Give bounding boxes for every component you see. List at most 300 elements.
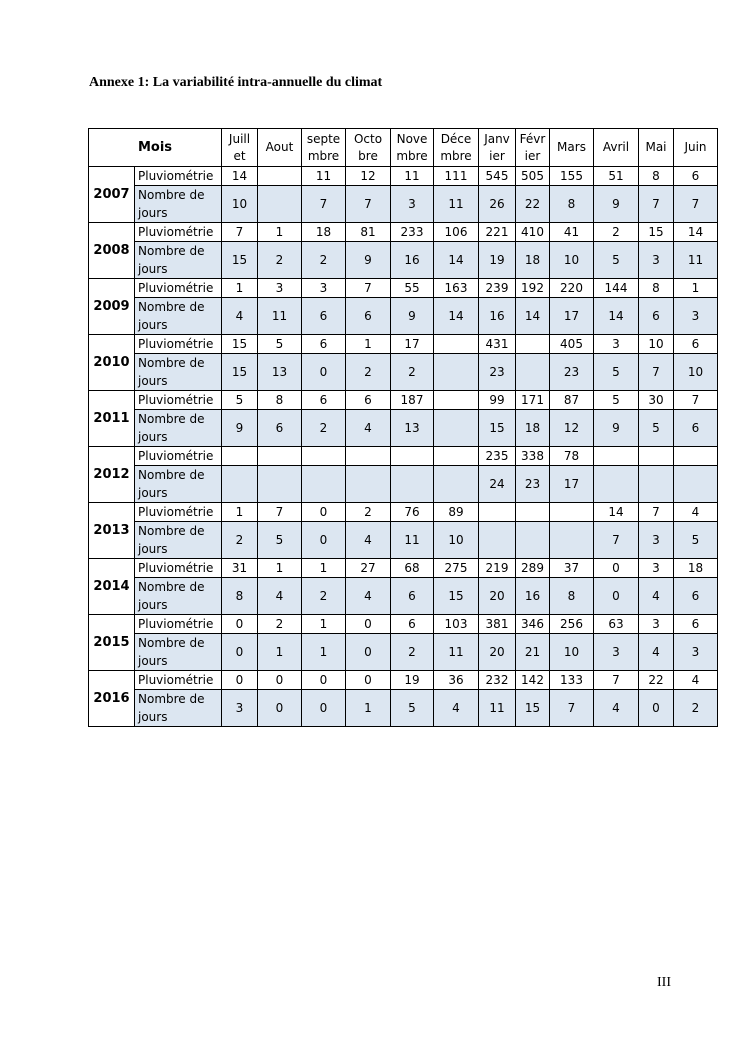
row-label-part: Nombre de <box>138 300 205 314</box>
table-cell <box>594 466 639 503</box>
month-header-part: ier <box>489 148 505 163</box>
table-cell: 2 <box>302 410 346 447</box>
table-cell: 7 <box>550 690 594 727</box>
table-cell: 1 <box>258 559 302 578</box>
table-cell: 219 <box>479 559 516 578</box>
table-cell <box>346 466 391 503</box>
table-cell: 20 <box>479 634 516 671</box>
table-cell: 15 <box>222 354 258 391</box>
table-cell: 7 <box>346 279 391 298</box>
row-label-part: Nombre de <box>138 356 205 370</box>
table-cell: 0 <box>302 503 346 522</box>
table-cell: 8 <box>639 167 674 186</box>
table-cell: 155 <box>550 167 594 186</box>
table-cell: 4 <box>222 298 258 335</box>
table-cell: 2 <box>302 242 346 279</box>
table-cell: 10 <box>674 354 718 391</box>
table-cell: 6 <box>391 615 434 634</box>
table-cell <box>346 447 391 466</box>
table-cell <box>258 167 302 186</box>
table-cell: 5 <box>639 410 674 447</box>
table-row <box>89 167 718 186</box>
month-header <box>674 129 718 167</box>
table-cell: 18 <box>674 559 718 578</box>
table-row <box>89 634 718 671</box>
table-cell: 1 <box>346 690 391 727</box>
table-cell <box>434 466 479 503</box>
row-label-part: jours <box>138 486 168 500</box>
table-cell: 8 <box>550 578 594 615</box>
table-cell: 2 <box>391 634 434 671</box>
table-row <box>89 466 718 503</box>
table-cell: 8 <box>258 391 302 410</box>
table-cell: 11 <box>479 690 516 727</box>
table-row <box>89 671 718 690</box>
year-cell: 2016 <box>89 671 135 727</box>
table-cell <box>391 447 434 466</box>
table-cell: 233 <box>391 223 434 242</box>
month-header-part: septe <box>306 131 341 146</box>
table-cell: 2 <box>258 615 302 634</box>
month-header-part: mbre <box>440 148 472 163</box>
table-cell: 381 <box>479 615 516 634</box>
table-cell: 15 <box>479 410 516 447</box>
table-cell: 1 <box>222 503 258 522</box>
table-cell: 9 <box>391 298 434 335</box>
table-cell: 21 <box>516 634 550 671</box>
table-cell: 9 <box>346 242 391 279</box>
table-cell <box>516 503 550 522</box>
month-header-part: Déce <box>440 131 472 146</box>
table-cell <box>434 410 479 447</box>
table-cell: 10 <box>639 335 674 354</box>
table-cell: 1 <box>258 634 302 671</box>
table-cell: 0 <box>222 671 258 690</box>
table-cell: 6 <box>674 167 718 186</box>
table-cell: 3 <box>639 615 674 634</box>
row-label-jours <box>135 354 222 391</box>
month-header-part: et <box>233 148 246 163</box>
table-cell: 7 <box>639 186 674 223</box>
table-row <box>89 559 718 578</box>
month-header-part: Octo <box>353 131 383 146</box>
table-cell: 1 <box>222 279 258 298</box>
table-cell: 16 <box>516 578 550 615</box>
table-cell: 1 <box>346 335 391 354</box>
month-header-part: Avril <box>602 140 630 154</box>
table-cell: 5 <box>674 522 718 559</box>
table-cell: 99 <box>479 391 516 410</box>
table-cell: 5 <box>391 690 434 727</box>
table-cell: 10 <box>550 242 594 279</box>
table-cell: 187 <box>391 391 434 410</box>
table-cell: 11 <box>674 242 718 279</box>
table-cell: 3 <box>302 279 346 298</box>
month-header-part: Aout <box>265 140 294 154</box>
table-cell: 431 <box>479 335 516 354</box>
table-cell: 8 <box>639 279 674 298</box>
table-cell: 9 <box>594 410 639 447</box>
table-cell: 6 <box>674 615 718 634</box>
table-cell: 37 <box>550 559 594 578</box>
table-cell: 7 <box>222 223 258 242</box>
table-cell: 14 <box>594 298 639 335</box>
month-header <box>258 129 302 167</box>
table-cell <box>516 354 550 391</box>
table-cell: 4 <box>639 578 674 615</box>
table-cell: 7 <box>639 354 674 391</box>
table-cell: 14 <box>434 298 479 335</box>
row-label-pluviometrie: Pluviométrie <box>135 559 222 578</box>
table-cell: 7 <box>639 503 674 522</box>
row-label-part: jours <box>138 206 168 220</box>
table-cell <box>434 391 479 410</box>
table-cell: 235 <box>479 447 516 466</box>
table-cell: 13 <box>391 410 434 447</box>
table-cell: 111 <box>434 167 479 186</box>
row-label-part: Nombre de <box>138 524 205 538</box>
table-cell <box>258 466 302 503</box>
table-cell: 0 <box>594 578 639 615</box>
table-cell: 15 <box>434 578 479 615</box>
table-cell: 4 <box>258 578 302 615</box>
climate-table <box>88 128 718 727</box>
table-cell: 10 <box>550 634 594 671</box>
table-cell: 51 <box>594 167 639 186</box>
table-cell: 31 <box>222 559 258 578</box>
table-cell: 6 <box>391 578 434 615</box>
table-cell: 12 <box>346 167 391 186</box>
table-cell: 18 <box>302 223 346 242</box>
table-cell: 0 <box>346 634 391 671</box>
row-label-part: jours <box>138 598 168 612</box>
table-cell: 0 <box>222 615 258 634</box>
table-cell: 15 <box>222 335 258 354</box>
table-cell: 346 <box>516 615 550 634</box>
table-cell: 5 <box>258 335 302 354</box>
month-header <box>479 129 516 167</box>
table-cell: 0 <box>258 690 302 727</box>
month-header-part: Févr <box>519 131 546 146</box>
year-cell: 2007 <box>89 167 135 223</box>
table-cell: 11 <box>302 167 346 186</box>
table-cell: 14 <box>594 503 639 522</box>
table-cell: 106 <box>434 223 479 242</box>
table-cell <box>434 354 479 391</box>
table-cell <box>516 522 550 559</box>
table-cell: 5 <box>594 391 639 410</box>
table-cell: 3 <box>639 559 674 578</box>
row-label-part: jours <box>138 542 168 556</box>
table-cell: 5 <box>594 242 639 279</box>
table-cell: 87 <box>550 391 594 410</box>
table-cell: 0 <box>346 671 391 690</box>
table-cell: 405 <box>550 335 594 354</box>
row-label-pluviometrie: Pluviométrie <box>135 279 222 298</box>
table-cell <box>674 447 718 466</box>
table-cell: 81 <box>346 223 391 242</box>
row-label-pluviometrie: Pluviométrie <box>135 223 222 242</box>
table-cell: 0 <box>346 615 391 634</box>
table-cell: 4 <box>674 671 718 690</box>
table-cell <box>639 466 674 503</box>
table-cell: 18 <box>516 410 550 447</box>
table-cell: 89 <box>434 503 479 522</box>
table-cell: 6 <box>674 578 718 615</box>
table-cell: 2 <box>222 522 258 559</box>
table-cell: 16 <box>391 242 434 279</box>
table-cell: 16 <box>479 298 516 335</box>
table-row <box>89 503 718 522</box>
table-cell: 41 <box>550 223 594 242</box>
year-cell: 2013 <box>89 503 135 559</box>
table-cell <box>594 447 639 466</box>
table-cell: 3 <box>674 634 718 671</box>
table-cell <box>479 522 516 559</box>
table-cell: 13 <box>258 354 302 391</box>
month-header-part: mbre <box>307 148 340 163</box>
table-cell: 5 <box>594 354 639 391</box>
table-cell: 15 <box>516 690 550 727</box>
row-label-part: Nombre de <box>138 412 205 426</box>
year-cell: 2014 <box>89 559 135 615</box>
table-cell: 23 <box>479 354 516 391</box>
table-cell: 142 <box>516 671 550 690</box>
table-row <box>89 223 718 242</box>
table-cell: 6 <box>346 298 391 335</box>
row-label-pluviometrie: Pluviométrie <box>135 391 222 410</box>
table-cell: 8 <box>550 186 594 223</box>
table-cell: 23 <box>516 466 550 503</box>
year-cell: 2010 <box>89 335 135 391</box>
table-cell: 103 <box>434 615 479 634</box>
month-header-part: Juill <box>228 131 251 146</box>
table-cell: 26 <box>479 186 516 223</box>
table-cell <box>550 522 594 559</box>
table-cell: 1 <box>674 279 718 298</box>
table-cell: 11 <box>391 167 434 186</box>
corner-header: Mois <box>89 129 222 167</box>
table-cell: 338 <box>516 447 550 466</box>
month-header <box>391 129 434 167</box>
table-cell: 3 <box>674 298 718 335</box>
table-header-row <box>89 129 718 167</box>
table-cell: 239 <box>479 279 516 298</box>
table-cell: 545 <box>479 167 516 186</box>
row-label-pluviometrie: Pluviométrie <box>135 503 222 522</box>
table-cell: 1 <box>302 615 346 634</box>
table-cell: 17 <box>550 466 594 503</box>
table-cell: 232 <box>479 671 516 690</box>
month-header <box>594 129 639 167</box>
month-header <box>434 129 479 167</box>
table-cell: 2 <box>346 503 391 522</box>
table-cell: 15 <box>639 223 674 242</box>
table-cell: 0 <box>594 559 639 578</box>
table-cell: 2 <box>674 690 718 727</box>
table-cell: 7 <box>674 391 718 410</box>
table-cell: 14 <box>674 223 718 242</box>
table-cell: 19 <box>479 242 516 279</box>
table-cell: 6 <box>346 391 391 410</box>
table-cell: 6 <box>674 410 718 447</box>
row-label-pluviometrie: Pluviométrie <box>135 615 222 634</box>
table-cell: 289 <box>516 559 550 578</box>
month-header <box>222 129 258 167</box>
table-cell: 76 <box>391 503 434 522</box>
table-cell: 3 <box>639 522 674 559</box>
month-header-part: Juin <box>684 140 707 154</box>
table-cell: 4 <box>346 578 391 615</box>
table-cell: 4 <box>434 690 479 727</box>
table-cell: 8 <box>222 578 258 615</box>
table-cell: 18 <box>516 242 550 279</box>
table-cell: 6 <box>302 391 346 410</box>
table-cell: 10 <box>222 186 258 223</box>
table-cell: 220 <box>550 279 594 298</box>
table-cell: 4 <box>346 522 391 559</box>
row-label-part: Nombre de <box>138 636 205 650</box>
table-cell: 68 <box>391 559 434 578</box>
row-label-pluviometrie: Pluviométrie <box>135 671 222 690</box>
table-cell: 0 <box>302 671 346 690</box>
table-row <box>89 615 718 634</box>
year-cell: 2012 <box>89 447 135 503</box>
table-cell: 3 <box>639 242 674 279</box>
table-cell: 14 <box>434 242 479 279</box>
table-cell: 163 <box>434 279 479 298</box>
table-cell <box>258 186 302 223</box>
table-cell: 7 <box>594 671 639 690</box>
table-cell: 10 <box>434 522 479 559</box>
table-cell <box>639 447 674 466</box>
table-cell: 7 <box>346 186 391 223</box>
table-cell: 221 <box>479 223 516 242</box>
page-title: Annexe 1: La variabilité intra-annuelle du climat <box>89 75 383 90</box>
table-cell: 3 <box>391 186 434 223</box>
table-row <box>89 578 718 615</box>
table-cell: 275 <box>434 559 479 578</box>
year-cell: 2008 <box>89 223 135 279</box>
table-cell: 15 <box>222 242 258 279</box>
row-label-jours <box>135 522 222 559</box>
table-row <box>89 410 718 447</box>
month-header-part: Mai <box>645 140 667 154</box>
table-cell: 2 <box>391 354 434 391</box>
table-cell: 55 <box>391 279 434 298</box>
table-cell: 9 <box>594 186 639 223</box>
table-cell: 19 <box>391 671 434 690</box>
month-header <box>302 129 346 167</box>
table-cell: 171 <box>516 391 550 410</box>
table-cell: 0 <box>258 671 302 690</box>
table-cell: 5 <box>222 391 258 410</box>
table-cell: 78 <box>550 447 594 466</box>
row-label-part: jours <box>138 374 168 388</box>
row-label-part: Nombre de <box>138 244 205 258</box>
table-cell: 144 <box>594 279 639 298</box>
table-cell <box>434 335 479 354</box>
row-label-part: jours <box>138 262 168 276</box>
table-cell: 4 <box>674 503 718 522</box>
table-cell: 14 <box>222 167 258 186</box>
table-cell: 0 <box>302 690 346 727</box>
table-cell <box>258 447 302 466</box>
row-label-part: Nombre de <box>138 580 205 594</box>
row-label-pluviometrie: Pluviométrie <box>135 167 222 186</box>
table-cell: 133 <box>550 671 594 690</box>
table-cell: 256 <box>550 615 594 634</box>
row-label-part: jours <box>138 318 168 332</box>
month-header <box>516 129 550 167</box>
table-cell <box>302 447 346 466</box>
table-cell: 2 <box>346 354 391 391</box>
table-cell: 4 <box>346 410 391 447</box>
table-cell: 6 <box>302 335 346 354</box>
row-label-part: Nombre de <box>138 692 205 706</box>
row-label-pluviometrie: Pluviométrie <box>135 335 222 354</box>
table-cell: 17 <box>391 335 434 354</box>
table-cell: 1 <box>302 634 346 671</box>
table-cell: 7 <box>674 186 718 223</box>
table-cell <box>550 503 594 522</box>
table-cell: 7 <box>258 503 302 522</box>
table-cell: 6 <box>302 298 346 335</box>
table-cell: 30 <box>639 391 674 410</box>
page-number: III <box>657 975 671 990</box>
table-cell <box>516 335 550 354</box>
table-cell <box>434 447 479 466</box>
table-cell: 17 <box>550 298 594 335</box>
row-label-part: jours <box>138 430 168 444</box>
table-cell: 9 <box>222 410 258 447</box>
table-cell: 11 <box>434 186 479 223</box>
row-label-jours <box>135 578 222 615</box>
table-cell <box>222 447 258 466</box>
table-cell: 22 <box>516 186 550 223</box>
table-row <box>89 391 718 410</box>
row-label-part: jours <box>138 710 168 724</box>
row-label-part: Nombre de <box>138 468 205 482</box>
row-label-jours <box>135 466 222 503</box>
month-header-part: mbre <box>396 148 428 163</box>
table-row <box>89 335 718 354</box>
table-row <box>89 298 718 335</box>
row-label-jours <box>135 690 222 727</box>
table-cell: 410 <box>516 223 550 242</box>
month-header <box>346 129 391 167</box>
year-cell: 2011 <box>89 391 135 447</box>
table-cell: 3 <box>258 279 302 298</box>
table-cell: 23 <box>550 354 594 391</box>
row-label-jours <box>135 298 222 335</box>
row-label-part: Nombre de <box>138 188 205 202</box>
table-cell <box>302 466 346 503</box>
month-header-part: ier <box>524 148 541 163</box>
year-cell: 2009 <box>89 279 135 335</box>
table-cell: 14 <box>516 298 550 335</box>
table-body <box>89 167 718 727</box>
table-cell: 0 <box>302 354 346 391</box>
table-cell: 7 <box>302 186 346 223</box>
table-cell: 11 <box>258 298 302 335</box>
table-cell: 1 <box>258 223 302 242</box>
table-row <box>89 447 718 466</box>
table-cell: 11 <box>434 634 479 671</box>
row-label-jours <box>135 634 222 671</box>
table-cell: 24 <box>479 466 516 503</box>
table-cell: 11 <box>391 522 434 559</box>
